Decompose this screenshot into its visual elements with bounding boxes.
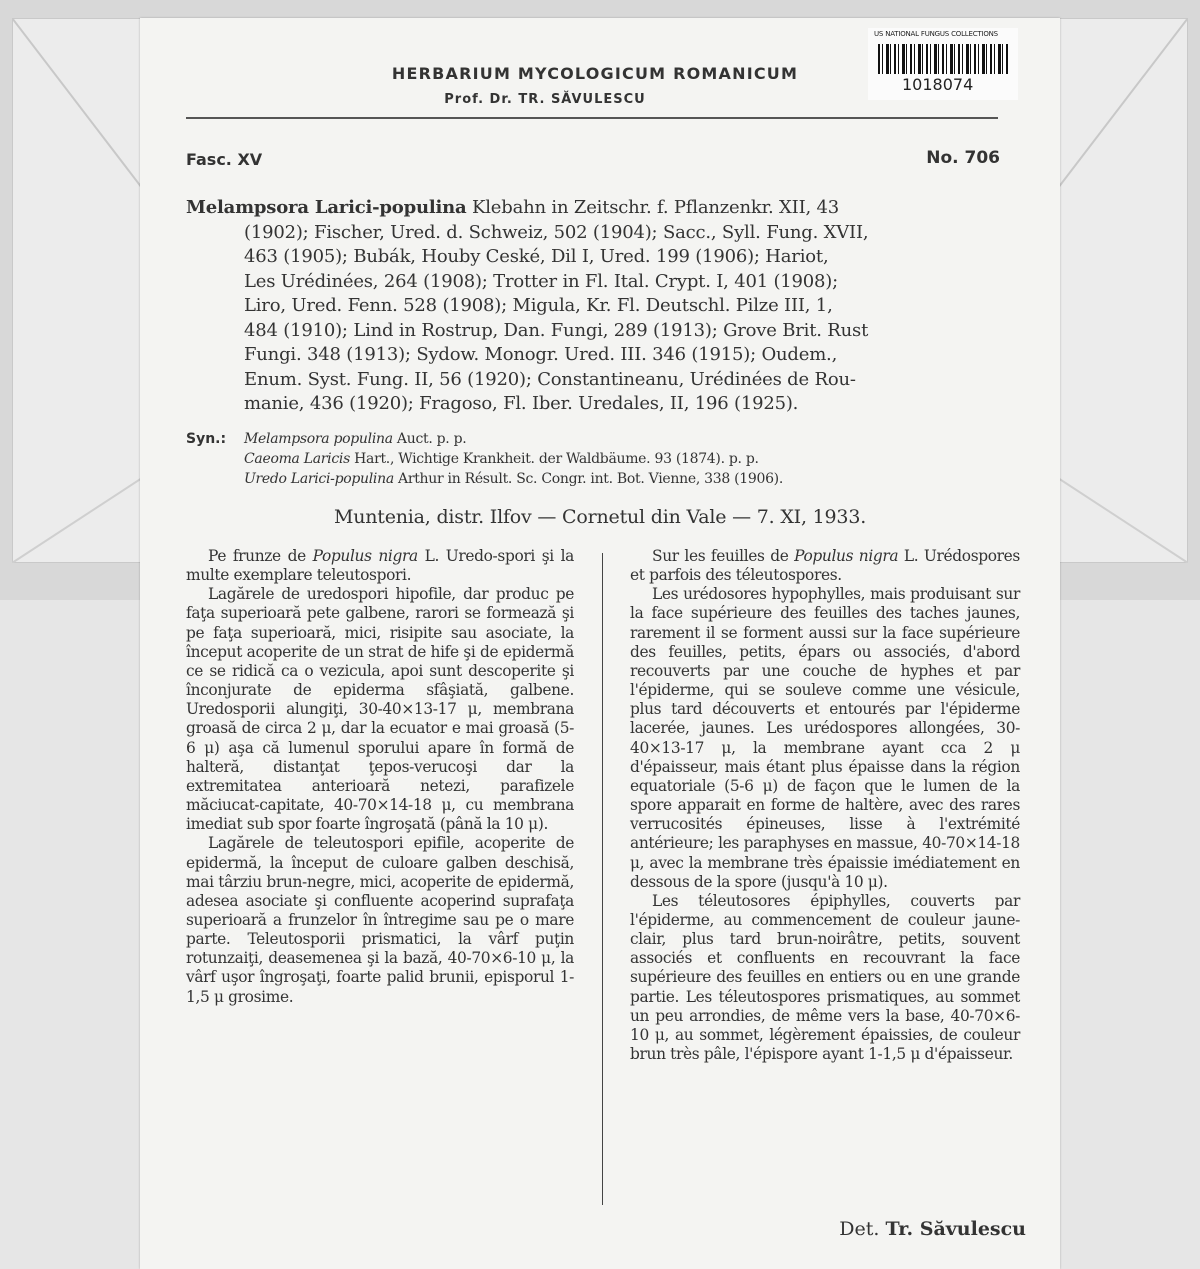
barcode-icon (878, 44, 1008, 74)
barcode-number: 1018074 (902, 75, 974, 94)
herbarium-subtitle: Prof. Dr. TR. SĂVULESCU (444, 92, 646, 107)
taxon-citation (186, 196, 1002, 417)
paragraph: Les téleutosores épiphylles, couverts par l'épiderme, au commencement de couleur jaune-clair, plus tard brun-noirâtre, petits, souvent associés et confluents en recouvrant la face supérieure des feuilles en entiers ou en une grande partie. Les téleutospores prismatiques, au sommet un peu arrondies, de même vers la base, 40-70×6-10 μ, au sommet, légèrement épaissies, de couleur brun très pâle, l'épispore ayant 1-1,5 μ d'épaisseur. (630, 891, 1020, 1064)
paragraph: Pe frunze de Populus nigra L. Uredo-spori şi la multe exemplare teleutospori. (186, 547, 574, 585)
paragraph: Sur les feuilles de Populus nigra L. Urédospores et parfois des téleutospores. (630, 547, 1020, 585)
citation-line: 484 (1910); Lind in Rostrup, Dan. Fungi, 289 (1913); Grove Brit. Rust (244, 319, 869, 341)
citation-line: Klebahn in Zeitschr. f. Pflanzenkr. XII, 43 (472, 197, 840, 218)
specimen-number: No. 706 (926, 148, 1000, 168)
paragraph: Lagărele de teleutospori epifile, acoperite de epidermă, la început de culoare galben deschisă, mai târziu brun-negre, mici, acoperite de epidermă, adesea asociate şi confluente acoperind suprafaţa superioară a frunzelor în întregime sau pe o mare parte. Teleutosporii prismatici, la vârf puţin rotunzaiţi, deasemenea şi la bază, 40-70×6-10 μ, la vârf uşor îngroşaţi, foarte palid brunii, episporul 1-1,5 μ grosime. (186, 834, 574, 1006)
citation-line: Liro, Ured. Fenn. 528 (1908); Migula, Kr. Fl. Deutschl. Pilze III, 1, (244, 295, 833, 316)
citation-line: Enum. Syst. Fung. II, 56 (1920); Constantineanu, Urédinées de Rou- (244, 368, 856, 390)
barcode-label (868, 28, 1018, 100)
citation-line: manie, 436 (1920); Fragoso, Fl. Iber. Uredales, II, 196 (1925). (244, 393, 799, 414)
paragraph: Les urédosores hypophylles, mais produisant sur la face supérieure des feuilles des taches jaunes, rarement il se forment aussi sur la face supérieure des feuilles, petits, épars ou associés, d'abord recouverts par une couche de hyphes et par l'épiderme, qui se souleve comme une vésicule, plus tard découverts et entourés par l'épiderme lacerée, jaunes. Les urédospores allongées, 30-40×13-17 μ, la membrane ayant cca 2 μ d'épaisseur, mais étant plus épaisse dans la région equatoriale (5-6 μ) de façon que le lumen de la spore apparait en forme de haltère, avec des rares verrucosités épineuses, lisse à l'extrémité antérieure; les paraphyses en massue, 40-70×14-18 μ, avec la membrane très épaissie imédiatement en dessous de la spore (jusqu'à 10 μ). (630, 585, 1020, 891)
synonym-item: Caeoma Laricis Hart., Wichtige Krankheit. der Waldbäume. 93 (1874). p. p. (244, 451, 759, 467)
citation-line: Fungi. 348 (1913); Sydow. Monogr. Ured. III. 346 (1915); Oudem., (244, 344, 838, 365)
header-rule (186, 117, 998, 119)
citation-line: 463 (1905); Bubák, Houby Ceské, Dil I, Ured. 199 (1906); Hariot, (244, 246, 829, 267)
description-romanian (186, 547, 574, 1007)
determiner-name: Tr. Săvulescu (885, 1218, 1026, 1240)
synonyms-label: Syn.: (186, 431, 227, 447)
synonym-item: Melampsora populina Auct. p. p. (244, 431, 467, 447)
column-divider (602, 553, 603, 1205)
citation-line: (1902); Fischer, Ured. d. Schweiz, 502 (1904); Sacc., Syll. Fung. XVII, (244, 221, 869, 243)
collection-locality: Muntenia, distr. Ilfov — Cornetul din Vale — 7. XI, 1933. (333, 506, 867, 528)
herbarium-title: HERBARIUM MYCOLOGICUM ROMANICUM (391, 64, 799, 83)
synonym-item: Uredo Larici-populina Arthur in Résult. Sc. Congr. int. Bot. Vienne, 338 (1906). (244, 471, 783, 487)
description-french (630, 547, 1020, 1064)
citation-line: Les Urédinées, 264 (1908); Trotter in Fl. Ital. Crypt. I, 401 (1908); (244, 270, 838, 292)
fascicle-label: Fasc. XV (186, 150, 263, 169)
taxon-name: Melampsora Larici-populina (186, 197, 467, 218)
barcode-caption: US NATIONAL FUNGUS COLLECTIONS (874, 30, 998, 38)
paragraph: Lagărele de uredospori hipofile, dar produc pe faţa superioară pete galbene, rarori se formează şi pe faţa superioară, mici, risipite sau asociate, la început acoperite de un strat de hife şi de epidermă ce se ridică ca o vezicula, apoi sunt descoperite şi înconjurate de epiderma sfâşiată, galbene. Uredosporii alungiţi, 30-40×13-17 μ, membrana groasă de circa 2 μ, dar la ecuator e mai groasă (5-6 μ) aşa că lumenul sporului apare în formă de halteră, distanţat ţepos-verucoşi dar la extremitatea anterioară netezi, parafizele măciucat-capitate, 40-70×14-18 μ, cu membrana imediat sub spor foarte îngroşată (până la 10 μ). (186, 585, 574, 834)
determiner: Det. Tr. Săvulescu (839, 1218, 1026, 1240)
